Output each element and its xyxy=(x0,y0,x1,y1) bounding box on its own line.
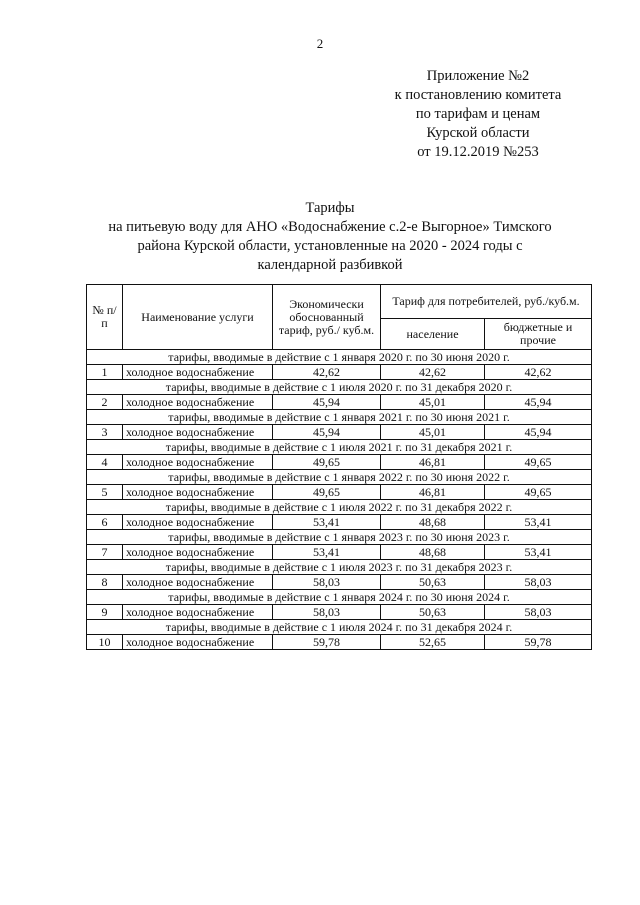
row-number: 9 xyxy=(87,605,123,620)
row-number: 3 xyxy=(87,425,123,440)
econ-tariff-value: 45,94 xyxy=(273,395,381,410)
header-consumers: Тариф для потребителей, руб./куб.м. xyxy=(381,285,592,319)
period-row xyxy=(87,560,592,575)
table-row xyxy=(87,365,592,380)
population-tariff-value: 52,65 xyxy=(381,635,485,650)
title-line: календарной разбивкой xyxy=(257,257,403,273)
budget-tariff-value: 49,65 xyxy=(485,485,592,500)
population-tariff-value: 45,01 xyxy=(381,395,485,410)
tariff-table xyxy=(86,284,592,650)
econ-tariff-value: 42,62 xyxy=(273,365,381,380)
period-row xyxy=(87,440,592,455)
econ-tariff-value: 58,03 xyxy=(273,605,381,620)
appendix-header xyxy=(360,67,596,162)
budget-tariff-value: 53,41 xyxy=(485,545,592,560)
population-tariff-value: 48,68 xyxy=(381,515,485,530)
appendix-line: Приложение №2 xyxy=(426,68,530,84)
period-label: тарифы, вводимые в действие с 1 июля 2023 г. по 31 декабря 2023 г. xyxy=(87,560,592,575)
row-number: 8 xyxy=(87,575,123,590)
header-population: население xyxy=(381,319,485,350)
appendix-line: к постановлению комитета xyxy=(394,87,562,103)
title-line: Тарифы xyxy=(305,200,355,216)
population-tariff-value: 50,63 xyxy=(381,605,485,620)
econ-tariff-value: 53,41 xyxy=(273,545,381,560)
service-name: холодное водоснабжение xyxy=(123,365,273,380)
budget-tariff-value: 42,62 xyxy=(485,365,592,380)
budget-tariff-value: 58,03 xyxy=(485,605,592,620)
appendix-line: Курской области xyxy=(426,125,530,141)
table-row xyxy=(87,395,592,410)
period-row xyxy=(87,620,592,635)
table-row xyxy=(87,605,592,620)
period-row xyxy=(87,530,592,545)
budget-tariff-value: 53,41 xyxy=(485,515,592,530)
period-row xyxy=(87,500,592,515)
table-row xyxy=(87,515,592,530)
row-number: 7 xyxy=(87,545,123,560)
table-row xyxy=(87,545,592,560)
appendix-line: по тарифам и ценам xyxy=(415,106,541,122)
header-num: № п/п xyxy=(87,285,123,350)
population-tariff-value: 45,01 xyxy=(381,425,485,440)
service-name: холодное водоснабжение xyxy=(123,455,273,470)
population-tariff-value: 48,68 xyxy=(381,545,485,560)
service-name: холодное водоснабжение xyxy=(123,515,273,530)
service-name: холодное водоснабжение xyxy=(123,575,273,590)
header-budget: бюджетные и прочие xyxy=(485,319,592,350)
period-row xyxy=(87,590,592,605)
period-label: тарифы, вводимые в действие с 1 июля 2020 г. по 31 декабря 2020 г. xyxy=(87,380,592,395)
population-tariff-value: 42,62 xyxy=(381,365,485,380)
table-header-row xyxy=(87,285,592,319)
population-tariff-value: 46,81 xyxy=(381,455,485,470)
table-row xyxy=(87,575,592,590)
period-row xyxy=(87,380,592,395)
econ-tariff-value: 45,94 xyxy=(273,425,381,440)
period-label: тарифы, вводимые в действие с 1 января 2020 г. по 30 июня 2020 г. xyxy=(87,350,592,365)
period-label: тарифы, вводимые в действие с 1 января 2021 г. по 30 июня 2021 г. xyxy=(87,410,592,425)
table-row xyxy=(87,425,592,440)
budget-tariff-value: 58,03 xyxy=(485,575,592,590)
service-name: холодное водоснабжение xyxy=(123,635,273,650)
table-row xyxy=(87,485,592,500)
appendix-line: от 19.12.2019 №253 xyxy=(417,144,539,160)
title-line: района Курской области, установленные на 2020 - 2024 годы с xyxy=(137,238,523,254)
header-name: Наименование услуги xyxy=(123,285,273,350)
econ-tariff-value: 53,41 xyxy=(273,515,381,530)
population-tariff-value: 50,63 xyxy=(381,575,485,590)
document-title xyxy=(70,199,590,275)
title-line: на питьевую воду для АНО «Водоснабжение с.2-е Выгорное» Тимского xyxy=(108,219,552,235)
econ-tariff-value: 59,78 xyxy=(273,635,381,650)
row-number: 4 xyxy=(87,455,123,470)
header-econ: Экономически обоснованный тариф, руб./ куб.м. xyxy=(273,285,381,350)
service-name: холодное водоснабжение xyxy=(123,395,273,410)
service-name: холодное водоснабжение xyxy=(123,545,273,560)
period-label: тарифы, вводимые в действие с 1 июля 2024 г. по 31 декабря 2024 г. xyxy=(87,620,592,635)
row-number: 1 xyxy=(87,365,123,380)
row-number: 2 xyxy=(87,395,123,410)
econ-tariff-value: 49,65 xyxy=(273,455,381,470)
period-label: тарифы, вводимые в действие с 1 января 2023 г. по 30 июня 2023 г. xyxy=(87,530,592,545)
budget-tariff-value: 49,65 xyxy=(485,455,592,470)
econ-tariff-value: 58,03 xyxy=(273,575,381,590)
budget-tariff-value: 45,94 xyxy=(485,395,592,410)
service-name: холодное водоснабжение xyxy=(123,485,273,500)
period-label: тарифы, вводимые в действие с 1 июля 2021 г. по 31 декабря 2021 г. xyxy=(87,440,592,455)
population-tariff-value: 46,81 xyxy=(381,485,485,500)
period-row xyxy=(87,350,592,365)
period-label: тарифы, вводимые в действие с 1 июля 2022 г. по 31 декабря 2022 г. xyxy=(87,500,592,515)
econ-tariff-value: 49,65 xyxy=(273,485,381,500)
service-name: холодное водоснабжение xyxy=(123,605,273,620)
table-row xyxy=(87,635,592,650)
period-label: тарифы, вводимые в действие с 1 января 2024 г. по 30 июня 2024 г. xyxy=(87,590,592,605)
table-body xyxy=(87,350,592,650)
row-number: 5 xyxy=(87,485,123,500)
page-number: 2 xyxy=(316,36,324,51)
service-name: холодное водоснабжение xyxy=(123,425,273,440)
table-row xyxy=(87,455,592,470)
row-number: 6 xyxy=(87,515,123,530)
period-row xyxy=(87,470,592,485)
period-row xyxy=(87,410,592,425)
row-number: 10 xyxy=(87,635,123,650)
budget-tariff-value: 45,94 xyxy=(485,425,592,440)
budget-tariff-value: 59,78 xyxy=(485,635,592,650)
period-label: тарифы, вводимые в действие с 1 января 2022 г. по 30 июня 2022 г. xyxy=(87,470,592,485)
